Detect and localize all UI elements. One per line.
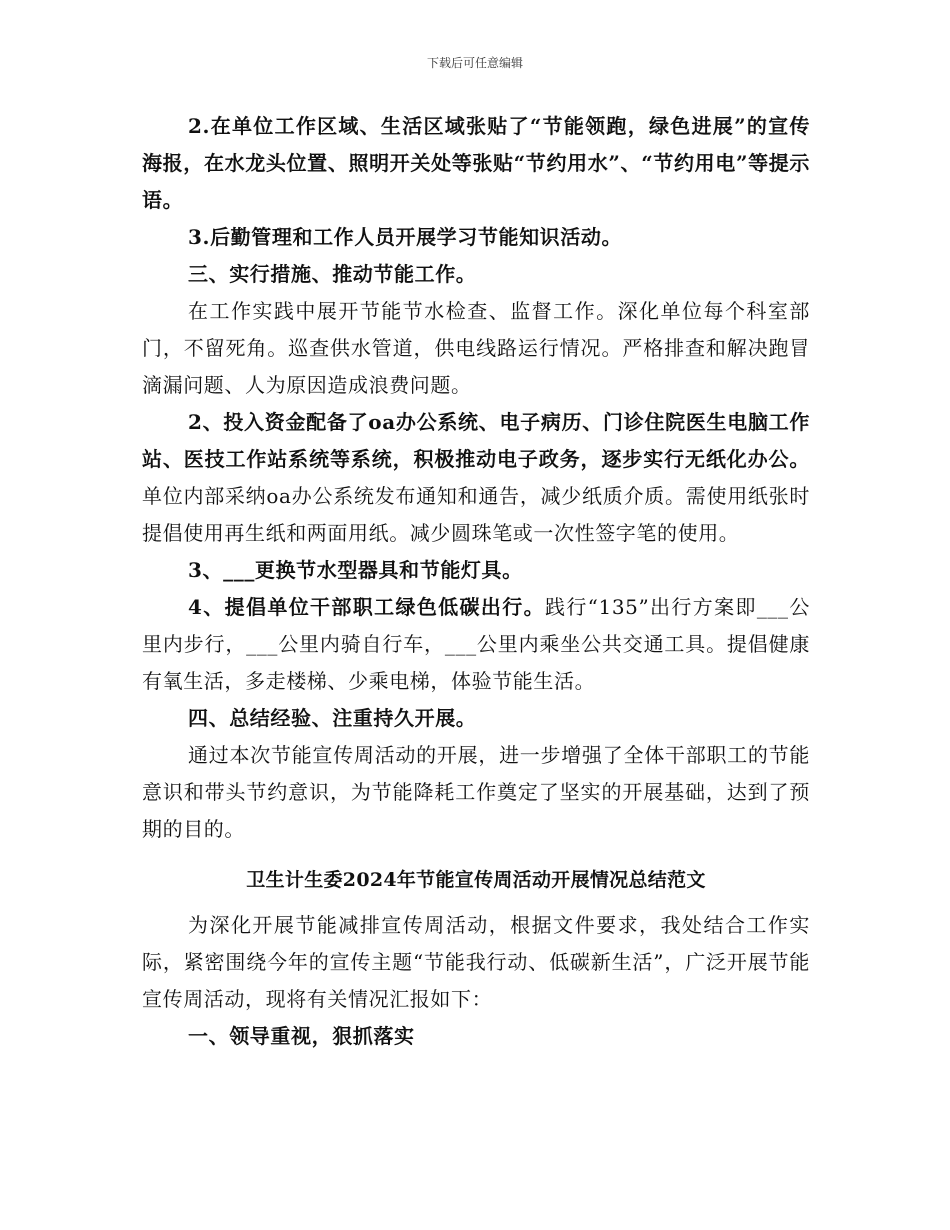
paragraph: [142, 737, 810, 848]
paragraph-text: 在工作实践中展开节能节水检查、监督工作。深化单位每个科室部门，不留死角。巡查供水管道，供电线路运行情况。严格排查和解决跑冒滴漏问题、人为原因造成浪费问题。: [142, 299, 810, 397]
paragraph: [142, 907, 810, 1018]
paragraph: [142, 293, 810, 404]
paragraph-bold-text: 3、___更换节水型器具和节能灯具。: [188, 558, 523, 582]
paragraph-text: 践行“135”出行方案即___公里内步行，___公里内骑自行车，___公里内乘坐公共交通工具。提倡健康有氧生活，多走楼梯、少乘电梯，体验节能生活。: [142, 595, 810, 693]
paragraph: [142, 1018, 810, 1055]
paragraph: [142, 589, 810, 700]
paragraph-bold-text: 三、实行措施、推动节能工作。: [188, 262, 477, 286]
paragraph-text: 为深化开展节能减排宣传周活动，根据文件要求，我处结合工作实际，紧密围绕今年的宣传主题“节能我行动、低碳新生活”，广泛开展节能宣传周活动，现将有关情况汇报如下：: [142, 913, 810, 1011]
section-title: 卫生计生委2024年节能宣传周活动开展情况总结范文: [246, 869, 706, 891]
paragraph: [142, 404, 810, 552]
paragraph-bold-text: 四、总结经验、注重持久开展。: [188, 706, 477, 730]
paragraph-text: 通过本次节能宣传周活动的开展，进一步增强了全体干部职工的节能意识和带头节约意识，为节能降耗工作奠定了坚实的开展基础，达到了预期的目的。: [142, 743, 810, 841]
paragraph: [142, 700, 810, 737]
paragraph: [142, 552, 810, 589]
paragraph: [142, 108, 810, 219]
paragraph-bold-text: 4、提倡单位干部职工绿色低碳出行。: [188, 595, 545, 619]
paragraph: [142, 256, 810, 293]
paragraph-text: 单位内部采纳oa办公系统发布通知和通告，减少纸质介质。需使用纸张时提倡使用再生纸和两面用纸。减少圆珠笔或一次性签字笔的使用。: [142, 484, 810, 545]
document-body: [142, 108, 810, 1055]
paragraph-bold-text: 2.在单位工作区域、生活区域张贴了“节能领跑，绿色进展”的宣传海报，在水龙头位置、照明开关处等张贴“节约用水”、“节约用电”等提示语。: [142, 114, 810, 212]
paragraph: [142, 219, 810, 256]
paragraph-bold-text: 3.后勤管理和工作人员开展学习节能知识活动。: [188, 225, 623, 249]
paragraph-bold-text: 一、领导重视，狠抓落实: [188, 1024, 415, 1048]
page-header-note: 下载后可任意编辑: [426, 56, 523, 70]
paragraph-bold-text: 2、投入资金配备了oa办公系统、电子病历、门诊住院医生电脑工作站、医技工作站系统等系统，积极推动电子政务，逐步实行无纸化办公。: [142, 410, 810, 471]
